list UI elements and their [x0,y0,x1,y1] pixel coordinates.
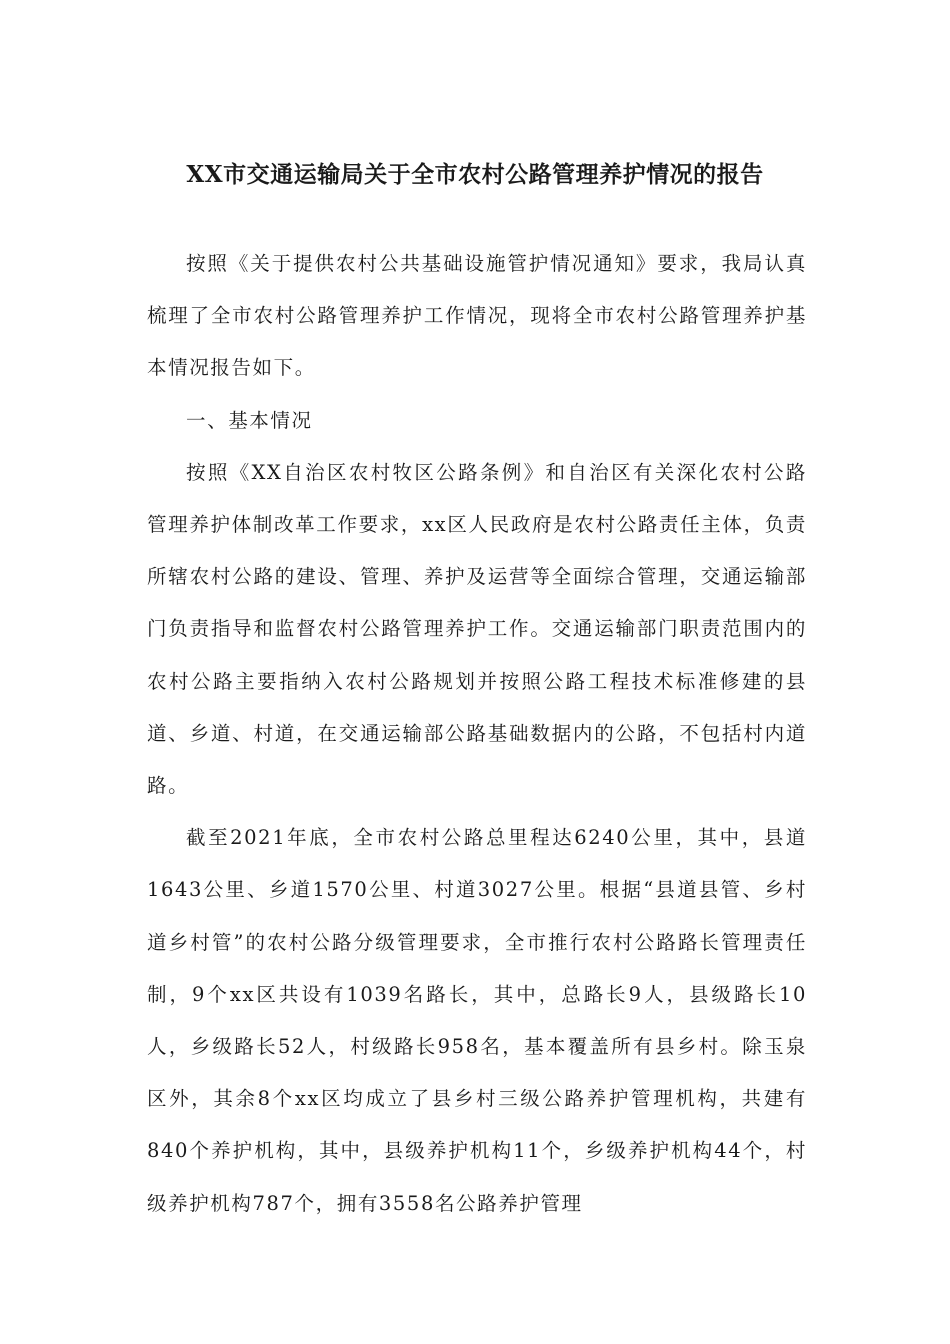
paragraph-responsibility: 按照《XX自治区农村牧区公路条例》和自治区有关深化农村公路管理养护体制改革工作要求，xx区人民政府是农村公路责任主体，负责所辖农村公路的建设、管理、养护及运营等全面综合管理，交通运输部门负责指导和监督农村公路管理养护工作。交通运输部门职责范围内的农村公路主要指纳入农村公路规划并按照公路工程技术标准修建的县道、乡道、村道，在交通运输部公路基础数据内的公路，不包括村内道路。 [147,460,807,798]
paragraph-statistics: 截至2021年底，全市农村公路总里程达6240公里，其中，县道1643公里、乡道1570公里、村道3027公里。根据“县道县管、乡村道乡村管”的农村公路分级管理要求，全市推行农村公路路长管理责任制，9个xx区共设有1039名路长，其中，总路长9人，县级路长10人，乡级路长52人，村级路长958名，基本覆盖所有县乡村。除玉泉区外，其余8个xx区均成立了县乡村三级公路养护管理机构，共建有840个养护机构，其中，县级养护机构11个，乡级养护机构44个，村级养护机构787个，拥有3558名公路养护管理 [147,826,807,1215]
section-heading-basic-situation: 一、基本情况 [186,408,313,432]
document-title: XX市交通运输局关于全市农村公路管理养护情况的报告 [186,161,764,188]
document-body [147,238,807,1230]
paragraph-intro: 按照《关于提供农村公共基础设施管护情况通知》要求，我局认真梳理了全市农村公路管理养护工作情况，现将全市农村公路管理养护基本情况报告如下。 [147,252,807,380]
